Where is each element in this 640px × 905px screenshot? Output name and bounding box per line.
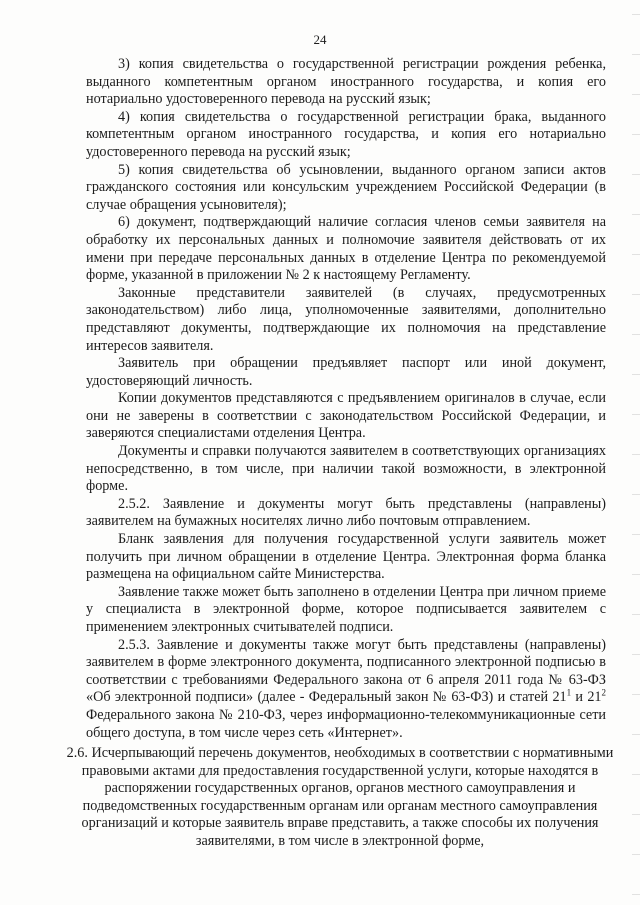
paragraph-item-5: 5) копия свидетельства об усыновлении, выданного органом записи актов гражданского состояния или консульским учреждением Российской Федерации (в случае обращения усыновителя);: [86, 161, 606, 213]
document-body: [86, 56, 606, 742]
paragraph-2-5-3-part3: Федерального закона № 210-ФЗ, через информационно-телекоммуникационные сети общего доступа, в том числе через сеть «Интернет».: [86, 706, 606, 741]
paragraph-2-5-3: [86, 637, 606, 743]
paragraph-passport: Заявитель при обращении предъявляет паспорт или иной документ, удостоверяющий личность.: [86, 355, 606, 389]
superscript-2: 2: [601, 687, 607, 698]
paragraph-electronic-form: Заявление также может быть заполнено в отделении Центра при личном приеме у специалиста в электронной форме, которое подписывается заявителем с применением электронных считывателей подписи.: [86, 583, 606, 635]
paragraph-form-blank: Бланк заявления для получения государственной услуги заявитель может получить при личном обращении в отделение Центра. Электронная форма бланка размещена на официальном сайте Министерства.: [86, 531, 606, 583]
paragraph-2-5-3-part1: 2.5.3. Заявление и документы также могут быть представлены (направлены) заявителем в форме электронного документа, подписанного электронной подписью в соответствии с требованиями Федерального закона от 6 апреля 2011 года № 63-ФЗ «Об электронной подписи» (далее - Федеральный закон № 63-ФЗ) и статей 21: [86, 636, 606, 706]
paragraph-2-5-2: 2.5.2. Заявление и документы могут быть представлены (направлены) заявителем на бумажных носителях лично либо почтовым отправлением.: [86, 495, 606, 530]
paragraph-item-3: 3) копия свидетельства о государственной регистрации рождения ребенка, выданного компетентным органом иностранного государства, и копия его нотариально удостоверенного перевода на русский язык;: [86, 56, 606, 108]
scan-margin-marks: [632, 0, 640, 905]
paragraph-2-5-3-part2: и 21: [571, 689, 602, 706]
paragraph-documents-obtained: Документы и справки получаются заявителем в соответствующих организациях непосредственно, в том числе, при наличии такой возможности, в электронной форме.: [86, 443, 606, 495]
paragraph-legal-representatives: Законные представители заявителей (в случаях, предусмотренных законодательством) либо лица, уполномоченные заявителями, дополнительно представляют документы, подтверждающие их полномочия на представление интересов заявителя.: [86, 284, 606, 354]
paragraph-copies: Копии документов представляются с предъявлением оригиналов в случае, если они не заверены в соответствии с законодательством Российской Федерации, и заверяются специалистами отделения Центра.: [86, 390, 606, 442]
paragraph-item-4: 4) копия свидетельства о государственной регистрации брака, выданного компетентным органом иностранного государства, и копия его нотариально удостоверенного перевода на русский язык;: [86, 108, 606, 160]
paragraph-item-6: 6) документ, подтверждающий наличие согласия членов семьи заявителя на обработку их персональных данных и полномочие заявителя действовать от их имени при передаче персональных данных в отделение Центра по рекомендуемой форме, указанной в приложении № 2 к настоящему Регламенту.: [86, 214, 606, 284]
superscript-1: 1: [566, 687, 572, 698]
page-number: 24: [313, 32, 327, 47]
section-2-6-heading: 2.6. Исчерпывающий перечень документов, необходимых в соответствии с нормативными правовыми актами для предоставления государственной услуги, которые находятся в распоряжении государственных органов, органов местного самоуправления и подведомственных государственным органам или органам местного самоуправления организаций и которые заявитель вправе представить, а также способы их получения заявителями, в том числе в электронной форме,: [66, 745, 614, 849]
